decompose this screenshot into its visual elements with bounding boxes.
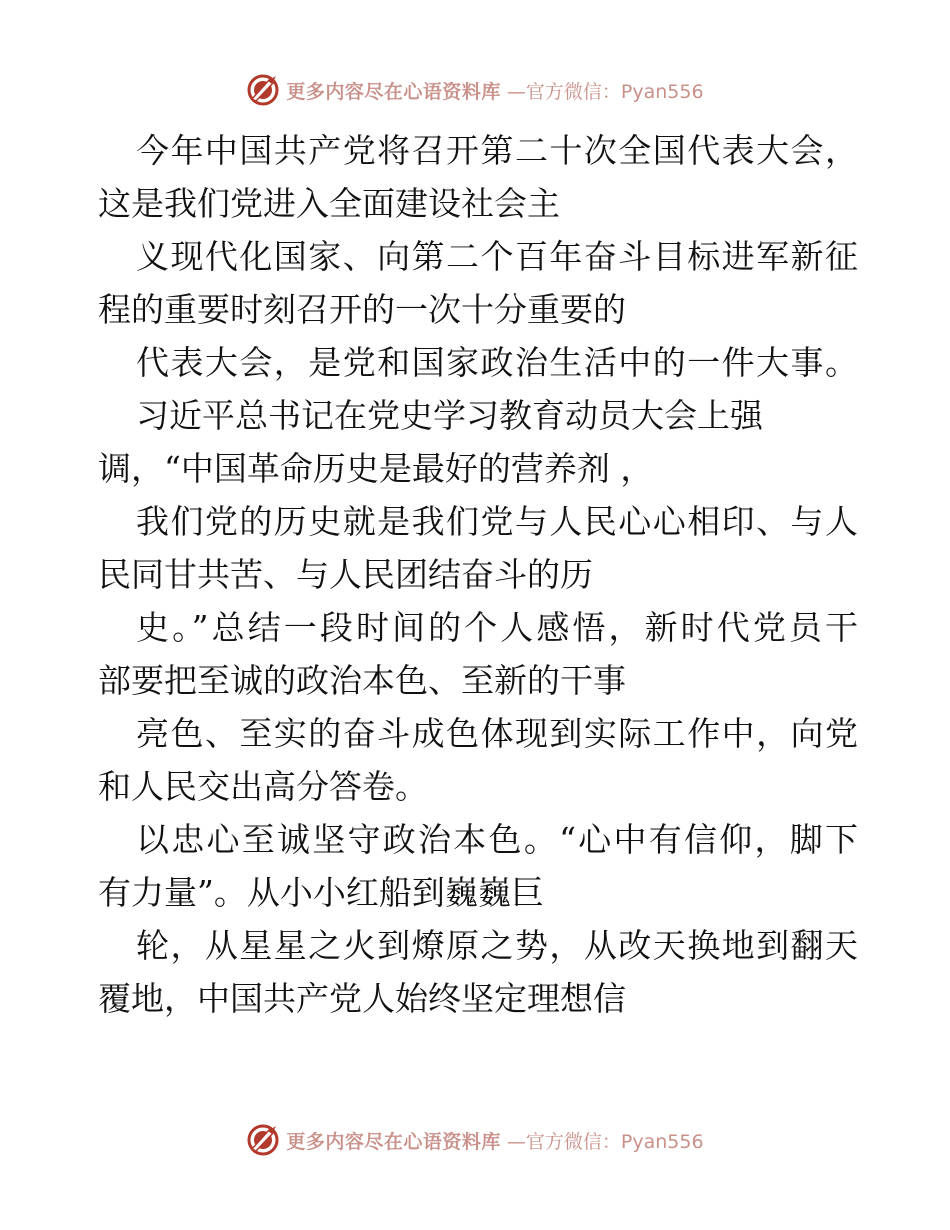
footer-banner — [0, 1120, 950, 1160]
text-line: 覆地，中国共产党人始终坚定理想信 — [98, 979, 626, 1018]
text-line: 民同甘共苦、与人民团结奋斗的历 — [98, 555, 593, 594]
document-body — [98, 124, 858, 1025]
quill-seal-logo-icon — [246, 73, 280, 107]
text-line: 有力量”。从小小红船到巍巍巨 — [98, 873, 544, 912]
text-line: 调，“中国革命历史是最好的营养剂 ， — [98, 449, 654, 488]
quill-seal-logo-icon — [246, 1123, 280, 1157]
text-line: 习近平总书记在党史学习教育动员大会上强 — [136, 396, 763, 435]
text-line: 部要把至诚的政治本色、至新的干事 — [98, 661, 626, 700]
text-line: 轮，从星星之火到燎原之势，从改天换地到翻天 — [136, 926, 858, 965]
text-line: 程的重要时刻召开的一次十分重要的 — [98, 290, 626, 329]
text-line: 我们党的历史就是我们党与人民心心相印、与人 — [136, 502, 858, 541]
header-contact-text: —官方微信：Pyan556 — [506, 80, 704, 103]
header-brand-text: 更多内容尽在心语资料库 — [286, 80, 501, 103]
text-line: 今年中国共产党将召开第二十次全国代表大会， — [136, 131, 858, 170]
header-banner — [0, 70, 950, 110]
text-line: 和人民交出高分答卷。 — [98, 767, 428, 806]
footer-contact-text: —官方微信：Pyan556 — [506, 1130, 704, 1153]
text-line: 史。”总结一段时间的个人感悟，新时代党员干 — [136, 608, 858, 647]
text-line: 义现代化国家、向第二个百年奋斗目标进军新征 — [136, 237, 858, 276]
footer-brand-text: 更多内容尽在心语资料库 — [286, 1130, 501, 1153]
text-line: 亮色、至实的奋斗成色体现到实际工作中，向党 — [136, 714, 858, 753]
text-line: 代表大会，是党和国家政治生活中的一件大事。 — [136, 343, 858, 382]
text-line: 以忠心至诚坚守政治本色。“心中有信仰，脚下 — [136, 820, 858, 859]
text-line: 这是我们党进入全面建设社会主 — [98, 184, 560, 223]
